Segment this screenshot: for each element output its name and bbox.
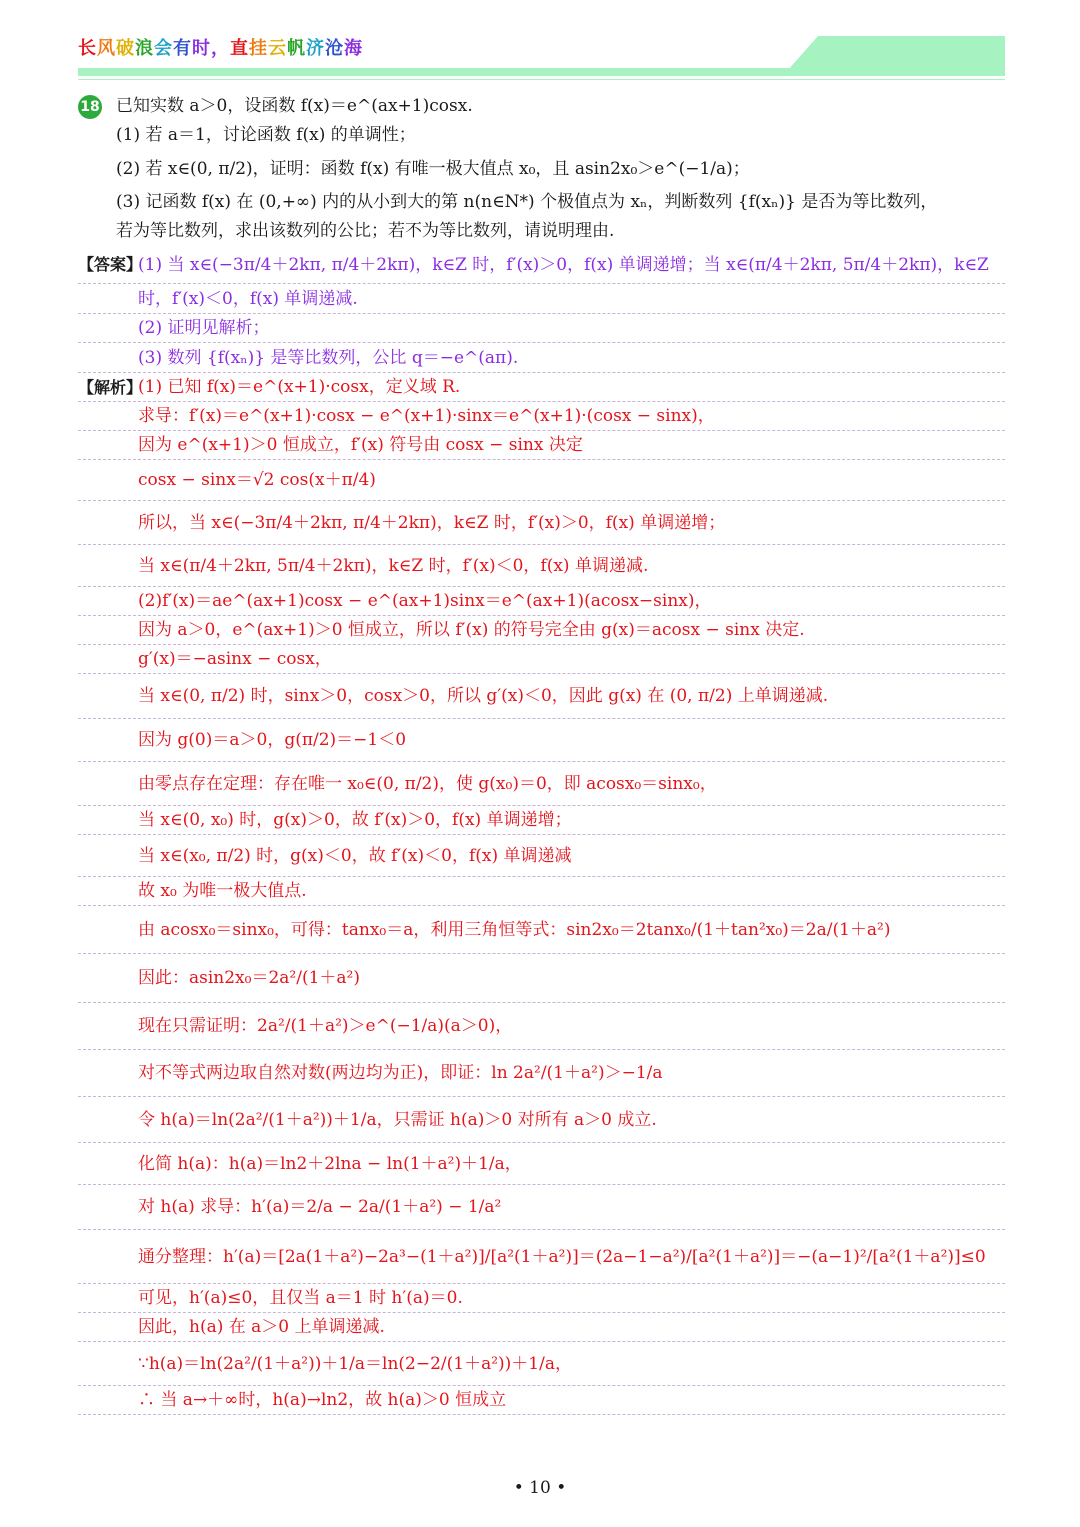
header-slogan [78,34,363,60]
analysis-line [78,645,1005,674]
page-header [0,0,1080,90]
analysis-text: 因为 a＞0，e^(ax+1)＞0 恒成立，所以 f′(x) 的符号完全由 g(x)＝acosx − sinx 决定. [138,620,805,640]
slogan-char: 海 [344,38,363,59]
slogan-char: 挂 [249,38,268,59]
answer-text: 时，f′(x)＜0，f(x) 单调递减. [138,289,358,309]
analysis-line [78,545,1005,587]
analysis-text: cosx − sinx＝√2 cos(x＋π/4) [138,470,376,490]
analysis-line [78,806,1005,835]
analysis-line [78,616,1005,645]
answer-tag: 【答案】 [78,255,143,274]
analysis-line [78,1342,1005,1386]
analysis-line [78,1313,1005,1342]
answer-line [78,246,1005,284]
analysis-text: 因此：asin2x₀＝2a²/(1＋a²) [138,968,360,988]
analysis-line [78,431,1005,460]
analysis-text: 对不等式两边取自然对数(两边均为正)，即证：ln 2a²/(1＋a²)＞−1/a [138,1063,663,1083]
analysis-line [78,906,1005,954]
analysis-block [78,373,1005,1415]
content [78,92,1005,1415]
analysis-line [78,674,1005,719]
analysis-text: ∴ 当 a→＋∞时，h(a)→ln2，故 h(a)＞0 恒成立 [138,1390,507,1410]
slogan-char: 会 [154,38,173,59]
slogan-char: ， [211,38,230,59]
analysis-line [78,877,1005,906]
question-line: (1) 若 a＝1，讨论函数 f(x) 的单调性； [116,125,416,145]
analysis-text: g′(x)＝−asinx − cosx， [138,649,332,669]
analysis-text: 当 x∈(0, π/2) 时，sinx＞0，cosx＞0，所以 g′(x)＜0，因此 g(x) 在 (0, π/2) 上单调递减. [138,686,829,706]
analysis-line [78,1143,1005,1185]
question-number-badge: 18 [78,95,102,119]
slogan-char: 直 [230,38,249,59]
analysis-line [78,1284,1005,1313]
answer-text: (2) 证明见解析； [138,318,270,338]
analysis-text: 现在只需证明：2a²/(1＋a²)＞e^(−1/a)(a＞0)， [138,1016,513,1036]
slogan-char: 浪 [135,38,154,59]
analysis-line [78,719,1005,762]
answer-line [78,343,1005,373]
analysis-text: 对 h(a) 求导：h′(a)＝2/a − 2a/(1＋a²) − 1/a² [138,1197,502,1217]
analysis-text: 由零点存在定理：存在唯一 x₀∈(0, π/2)，使 g(x₀)＝0，即 acosx₀＝sinx₀， [138,774,717,794]
analysis-line [78,1050,1005,1097]
analysis-text: 所以，当 x∈(−3π/4＋2kπ, π/4＋2kπ)，k∈Z 时，f′(x)＞0，f(x) 单调递增； [138,513,726,533]
analysis-line [78,501,1005,545]
analysis-text: 由 acosx₀＝sinx₀，可得：tanx₀＝a，利用三角恒等式：sin2x₀＝2tanx₀/(1＋tan²x₀)＝2a/(1＋a²) [138,920,891,940]
analysis-text: 因为 g(0)＝a＞0，g(π/2)＝−1＜0 [138,730,407,750]
analysis-text: 故 x₀ 为唯一极大值点. [138,881,307,901]
page-number: • 10 • [513,1478,567,1498]
analysis-text: 当 x∈(0, x₀) 时，g(x)＞0，故 f′(x)＞0，f(x) 单调递增； [138,810,572,830]
analysis-line [78,1386,1005,1415]
header-tab-decoration [788,36,1005,70]
analysis-line [78,762,1005,806]
analysis-line [78,1003,1005,1050]
question-line: (3) 记函数 f(x) 在 (0,+∞) 内的从小到大的第 n(n∈N*) 个极值点为 xₙ，判断数列 {f(xₙ)} 是否为等比数列， [116,192,938,212]
analysis-line [78,373,1005,402]
slogan-char: 沧 [325,38,344,59]
analysis-text: 因此，h(a) 在 a＞0 上单调递减. [138,1317,385,1337]
slogan-char: 有 [173,38,192,59]
slogan-char: 风 [97,38,116,59]
slogan-char: 帆 [287,38,306,59]
analysis-line [78,1230,1005,1284]
answer-line [78,284,1005,314]
slogan-char: 长 [78,38,97,59]
answer-line [78,314,1005,343]
slogan-char: 时 [192,38,211,59]
header-rule [78,79,1005,80]
question-line: (2) 若 x∈(0, π/2)，证明：函数 f(x) 有唯一极大值点 x₀，且 asin2x₀＞e^(−1/a)； [116,159,750,179]
answer-text: (3) 数列 {f(xₙ)} 是等比数列，公比 q＝−e^(aπ). [138,348,519,368]
analysis-text: ∵h(a)＝ln(2a²/(1＋a²))＋1/a＝ln(2−2/(1＋a²))＋1/a， [138,1354,572,1374]
analysis-line [78,587,1005,616]
analysis-line [78,954,1005,1003]
answer-block [78,246,1005,373]
analysis-line [78,1097,1005,1143]
analysis-text: 化简 h(a)：h(a)＝ln2＋2lna − ln(1＋a²)＋1/a， [138,1154,522,1174]
analysis-text: 通分整理：h′(a)＝[2a(1＋a²)−2a³−(1＋a²)]/[a²(1＋a²)]＝(2a−1−a²)/[a²(1＋a²)]＝−(a−1)²/[a²(1＋a²)]≤0 [138,1247,986,1267]
analysis-line [78,1185,1005,1230]
analysis-text: 当 x∈(π/4＋2kπ, 5π/4＋2kπ)，k∈Z 时，f′(x)＜0，f(x) 单调递减. [138,556,649,576]
question-line: 18 已知实数 a＞0，设函数 f(x)＝e^(ax+1)cosx. [78,92,1005,121]
analysis-text: (2)f′(x)＝ae^(ax+1)cosx − e^(ax+1)sinx＝e^(ax+1)(acosx−sinx)， [138,591,712,611]
analysis-text: 求导：f′(x)＝e^(x+1)·cosx − e^(x+1)·sinx＝e^(x+1)·(cosx − sinx)， [138,406,715,426]
question-block [78,92,1005,246]
analysis-text: 可见，h′(a)≤0，且仅当 a＝1 时 h′(a)＝0. [138,1288,463,1308]
analysis-text: 当 x∈(x₀, π/2) 时，g(x)＜0，故 f′(x)＜0，f(x) 单调递减 [138,846,572,866]
header-band [78,68,1005,76]
analysis-tag: 【解析】 [78,378,143,397]
answer-text: (1) 当 x∈(−3π/4＋2kπ, π/4＋2kπ)，k∈Z 时，f′(x)＞0，f(x) 单调递增；当 x∈(π/4＋2kπ, 5π/4＋2kπ)，k∈Z [138,255,989,275]
analysis-line [78,460,1005,501]
slogan-char: 济 [306,38,325,59]
question-line: 若为等比数列，求出该数列的公比；若不为等比数列，请说明理由. [116,221,615,241]
analysis-text: (1) 已知 f(x)＝e^(x+1)·cosx，定义域 R. [138,377,461,397]
analysis-text: 因为 e^(x+1)＞0 恒成立，f′(x) 符号由 cosx − sinx 决定 [138,435,583,455]
slogan-char: 云 [268,38,287,59]
slogan-char: 破 [116,38,135,59]
analysis-line [78,835,1005,877]
analysis-text: 令 h(a)＝ln(2a²/(1＋a²))＋1/a，只需证 h(a)＞0 对所有 a＞0 成立. [138,1110,657,1130]
analysis-line [78,402,1005,431]
